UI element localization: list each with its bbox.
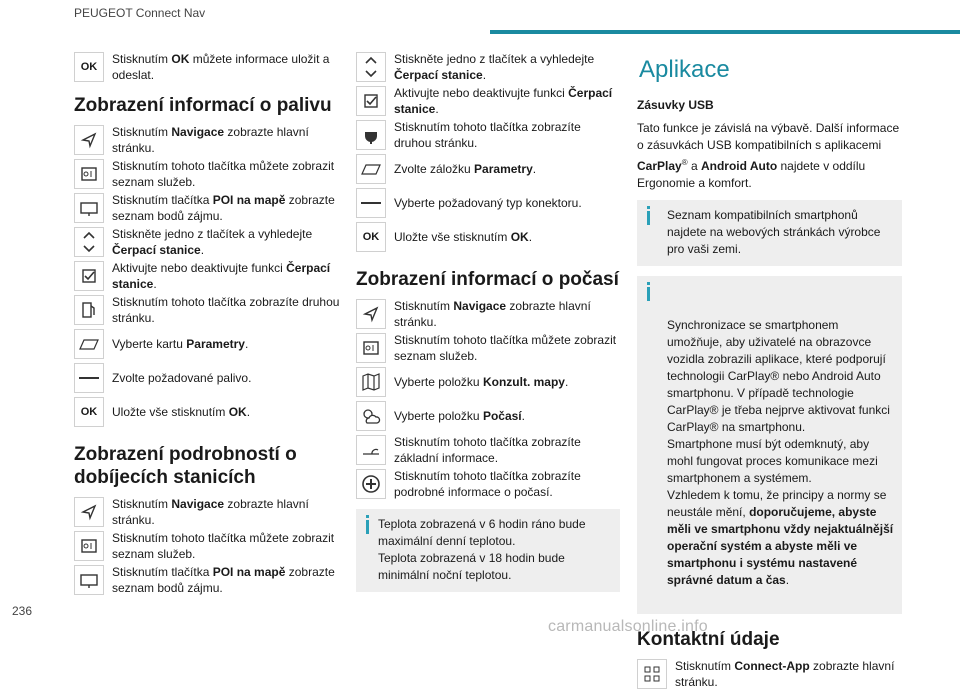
instruction-text: Stisknutím tohoto tlačítka můžete zobrazit seznam služeb. <box>112 531 335 561</box>
bar-icon <box>74 363 104 393</box>
instruction-row <box>356 50 620 84</box>
instruction-text: Vyberte položku Počasí. <box>394 409 525 423</box>
instruction-text: Stisknutím Navigace zobrazte hlavní stránku. <box>112 497 309 527</box>
instruction-row <box>74 50 342 84</box>
instruction-row <box>637 657 902 691</box>
instruction-text: Stiskněte jedno z tlačítek a vyhledejte Čerpací stanice. <box>112 227 313 257</box>
info-note <box>356 509 620 592</box>
instruction-text: Stisknutím tohoto tlačítka zobrazíte podrobné informace o počasí. <box>394 469 581 499</box>
arrows-icon <box>74 227 104 257</box>
instruction-text: Stisknutím tohoto tlačítka zobrazíte základní informace. <box>394 435 581 465</box>
instruction-text: Vyberte položku Konzult. mapy. <box>394 375 569 389</box>
instruction-text: Stisknutím Navigace zobrazte hlavní stránku. <box>112 125 309 155</box>
instruction-row <box>356 365 620 399</box>
checkbox-icon <box>74 261 104 291</box>
info-note <box>637 276 902 614</box>
instruction-text: Uložte vše stisknutím OK. <box>394 230 533 244</box>
page-number: 236 <box>12 604 33 618</box>
info-marker-icon <box>366 515 369 518</box>
instruction-row <box>356 297 620 331</box>
map-icon <box>356 367 386 397</box>
instruction-row <box>74 225 342 259</box>
info-marker-icon <box>647 282 650 285</box>
instruction-row <box>74 259 342 293</box>
apps-icon <box>637 659 667 689</box>
instruction-row <box>74 495 342 529</box>
instruction-row <box>356 433 620 467</box>
bar-icon <box>356 188 386 218</box>
section-title: Zobrazení informací o palivu <box>74 95 332 116</box>
navigation-icon <box>74 497 104 527</box>
instruction-row <box>356 467 620 501</box>
instruction-text: Stisknutím tohoto tlačítka můžete zobrazit seznam služeb. <box>112 159 335 189</box>
instruction-row <box>74 123 342 157</box>
ok-icon: OK <box>74 52 104 82</box>
tab-icon <box>356 154 386 184</box>
instruction-text: Stisknutím Navigace zobrazte hlavní stránku. <box>394 299 591 329</box>
instruction-text: Zvolte požadované palivo. <box>112 371 252 385</box>
instruction-row <box>356 220 620 254</box>
instruction-row <box>74 327 342 361</box>
instruction-row <box>356 186 620 220</box>
instruction-text: Stisknutím tlačítka POI na mapě zobrazte seznam bodů zájmu. <box>112 565 335 595</box>
poi-map-icon <box>74 193 104 223</box>
instruction-text: Zvolte záložku Parametry. <box>394 162 537 176</box>
instruction-row <box>74 191 342 225</box>
column-1 <box>74 50 342 597</box>
instruction-text: Stisknutím Connect-App zobrazte hlavní stránku. <box>675 659 895 689</box>
note-text: Synchronizace se smartphonem umožňuje, aby uživatelé na obrazovce vozidla zobrazili aplikace, které podporují technologii CarPlay® nebo Android Auto smartphonu. V případě technologie CarPlay® je třeba nejprve aktivovat funkci CarPlay® na smartphonu. Smartphone musí být odemknutý, aby mohl fungovat proces komunikace mezi smartphonem a systémem. Vzhledem k tomu, že principy a normy se neustále mění, doporučujeme, abyste měli ve smartphonu vždy nejaktuálnější operační systém a abyste měli ve smartphonu i systému nastavené správné datum a čas. <box>667 318 894 587</box>
plug-icon <box>356 120 386 150</box>
instruction-row <box>74 361 342 395</box>
instruction-row <box>356 399 620 433</box>
instruction-row <box>74 395 342 429</box>
instruction-text: Aktivujte nebo deaktivujte funkci Čerpací stanice. <box>394 86 613 116</box>
instruction-row <box>356 331 620 365</box>
plus-icon <box>356 469 386 499</box>
instruction-row <box>356 84 620 118</box>
section-title: Zobrazení podrobností o dobíjecích stanicích <box>74 444 297 488</box>
instruction-row <box>356 152 620 186</box>
services-icon <box>74 159 104 189</box>
ok-icon: OK <box>356 222 386 252</box>
instruction-text: Stisknutím tohoto tlačítka zobrazíte druhou stránku. <box>112 295 340 325</box>
navigation-icon <box>74 125 104 155</box>
instruction-text: Stisknutím tohoto tlačítka zobrazíte druhou stránku. <box>394 120 581 150</box>
note-text: Teplota zobrazená v 6 hodin ráno bude maximální denní teplotou. Teplota zobrazená v 18 hodin bude minimální noční teplotou. <box>378 517 586 582</box>
instruction-row <box>74 529 342 563</box>
instruction-row <box>74 157 342 191</box>
services-icon <box>356 333 386 363</box>
instruction-text: Vyberte požadovaný typ konektoru. <box>394 196 582 210</box>
arrows-icon <box>356 52 386 82</box>
section-title: Kontaktní údaje <box>637 629 780 650</box>
navigation-icon <box>356 299 386 329</box>
subsection-title: Zásuvky USB <box>637 98 714 112</box>
section-title: Zobrazení informací o počasí <box>356 269 619 290</box>
instruction-text: Vyberte kartu Parametry. <box>112 337 249 351</box>
column-2 <box>356 50 620 602</box>
instruction-row <box>74 293 342 327</box>
note-text: Seznam kompatibilních smartphonů najdete na webových stránkách výrobce pro vaši zemi. <box>667 208 881 256</box>
paragraph: Tato funkce je závislá na výbavě. Další informace o zásuvkách USB kompatibilních s aplikacemi CarPlay® a Android Auto najdete v oddílu Ergonomie a komfort. <box>637 121 900 190</box>
info-note <box>637 200 902 266</box>
running-header: PEUGEOT Connect Nav <box>74 6 206 20</box>
instruction-text: Stisknutím tlačítka POI na mapě zobrazte seznam bodů zájmu. <box>112 193 335 223</box>
header-accent-bar <box>490 30 960 34</box>
instruction-text: Uložte vše stisknutím OK. <box>112 405 251 419</box>
column-3 <box>637 50 902 691</box>
instruction-text: Stisknutím OK můžete informace uložit a odeslat. <box>112 52 330 82</box>
instruction-text: Aktivujte nebo deaktivujte funkci Čerpací stanice. <box>112 261 331 291</box>
checkbox-icon <box>356 86 386 116</box>
tab-icon <box>74 329 104 359</box>
info-marker-icon <box>647 206 650 209</box>
instruction-row <box>356 118 620 152</box>
poi-map-icon <box>74 565 104 595</box>
weather-icon <box>356 401 386 431</box>
ok-icon: OK <box>74 397 104 427</box>
services-icon <box>74 531 104 561</box>
weather-small-icon <box>356 435 386 465</box>
fuel-pump-icon <box>74 295 104 325</box>
chapter-title: Aplikace <box>639 56 730 83</box>
watermark: carmanualsonline.info <box>548 618 708 635</box>
instruction-text: Stiskněte jedno z tlačítek a vyhledejte Čerpací stanice. <box>394 52 595 82</box>
instruction-row <box>74 563 342 597</box>
instruction-text: Stisknutím tohoto tlačítka můžete zobrazit seznam služeb. <box>394 333 617 363</box>
